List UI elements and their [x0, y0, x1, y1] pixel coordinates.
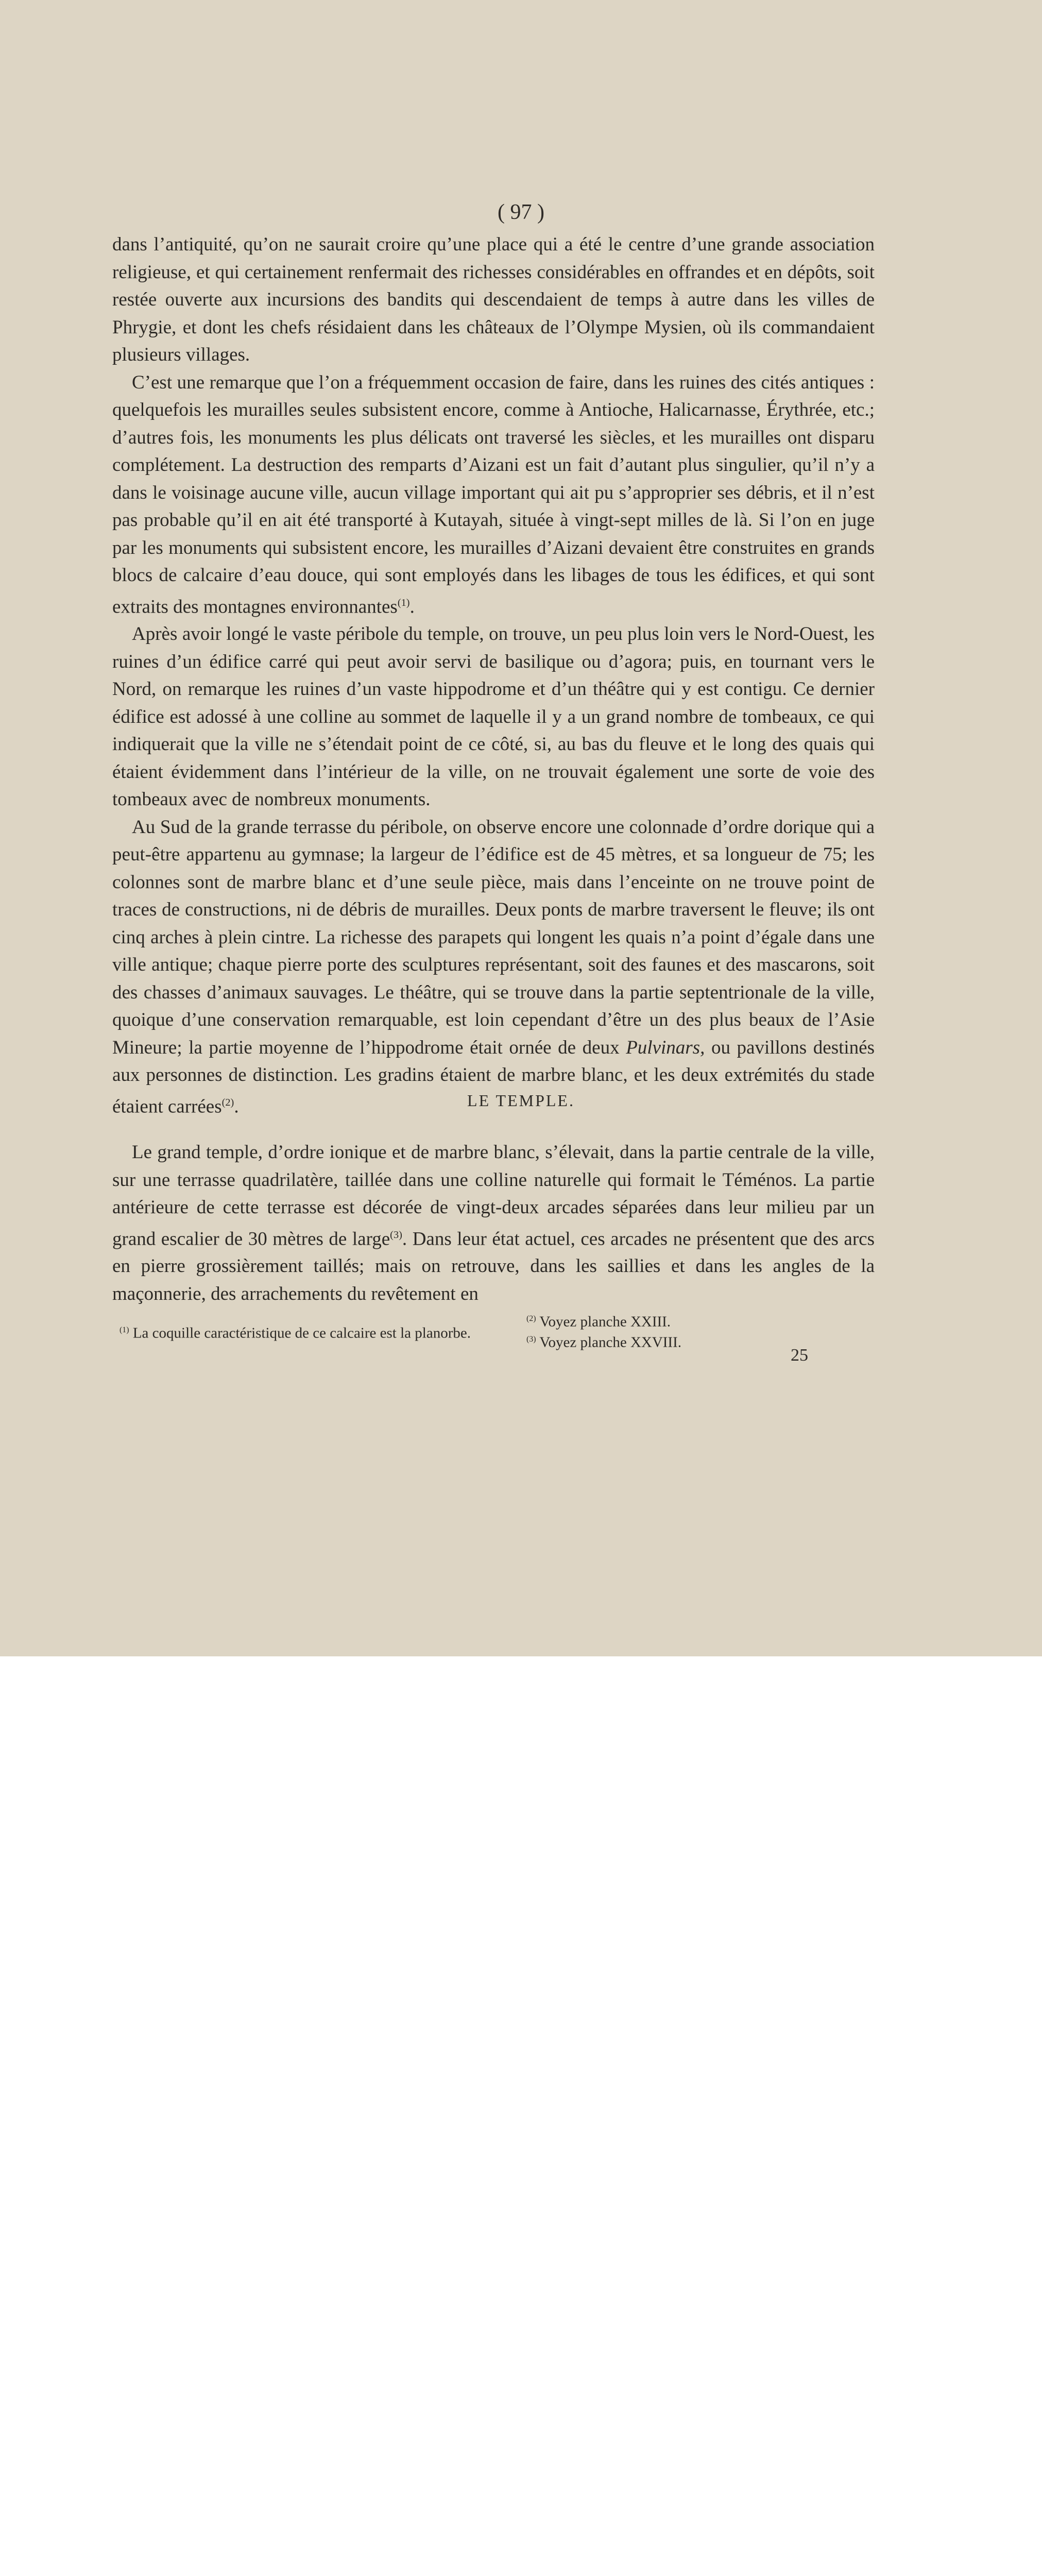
footnote-mark-3: (3)	[390, 1229, 402, 1241]
footnote-2	[526, 1309, 784, 1332]
footnote-2-mark: (2)	[526, 1314, 536, 1323]
paragraph-3-text: Après avoir longé le vaste péribole du temple, on trouve, un peu plus loin vers le Nord-Ouest, les ruines d’un édifice carré qui peut avoir servi de basilique ou d’agora; puis, en tournant vers le Nord, on remarque les ruines d’un vaste hippodrome et d’un théâtre qui y est contigu. Ce dernier édifice est adossé à une colline au sommet de laquelle il y a un grand nombre de tombeaux, ce qui indiquerait que la ville ne s’étendait point de ce côté, si, au bas du fleuve et le long des quais qui étaient évidemment dans l’intérieur de la ville, on ne trouvait également une sorte de voie des tombeaux avec de nombreux monuments.	[112, 623, 875, 810]
temple-text-b: . Dans leur état actuel, ces arcades ne présentent que des arcs en pierre grossièrement taillés; mais on retrouve, dans les saillies et dans les angles de la maçonnerie, des arrachements du revêtement en	[112, 1228, 875, 1304]
footnote-3-mark: (3)	[526, 1335, 536, 1344]
footnote-mark-1: (1)	[397, 597, 410, 608]
footnote-1	[119, 1320, 490, 1344]
footnote-1-mark: (1)	[119, 1326, 129, 1334]
paragraph-4-tail: pavillons destinés aux personnes de distinction. Les gradins étaient de marbre blanc, et les deux extrémités du stade étaient carrées	[112, 1037, 875, 1117]
temple-paragraph	[112, 1139, 875, 1308]
paragraph-3	[112, 620, 875, 814]
footnote-2-text: Voyez planche XXIII.	[539, 1313, 671, 1330]
paragraph-4: Au Sud de la grande terrasse du péribole, on observe encore une colonnade d’ordre dorique qui a peut-être appartenu au gymnase; la largeur de l’édifice est de 45 mètres, et sa longueur de 75; les colonnes sont de marbre blanc et d’une seule pièce, mais dans l’enceinte on ne trouve point de traces de constructions, ni de débris de murailles. Deux ponts de marbre traversent le fleuve; ils ont cinq arches à plein cintre. La richesse des parapets qui longent les quais n’a point d’égale dans une ville antique; chaque pierre porte des sculptures représentant, soit des faunes et des mascarons, soit des chasses d’animaux sauvages. Le théâtre, qui se trouve dans la partie septentrionale de la ville, quoique d’une conservation remarquable, est loin cependant d’être un des plus beaux de l’Asie Mineure; la partie moyenne de l’hippodrome était ornée de deux Pulvinars, ou pavillons destinés aux personnes de distinction. Les gradins étaient de marbre blanc, et les deux extrémités du stade étaient carrées$^{(2)}$.	[112, 816, 875, 1117]
footnote-mark-2: (2)	[221, 1096, 234, 1108]
paragraph-2-end: .	[409, 596, 415, 617]
paragraph-1-text: dans l’antiquité, qu’on ne saurait croire qu’une place qui a été le centre d’une grande association religieuse, et qui certainement renfermait des richesses considérables en offrandes et en dépôts, soit restée ouverte aux incursions des bandits qui descendaient de temps à autre dans les villes de Phrygie, et dont les chefs résidaient dans les châteaux de l’Olympe Mysien, où ils commandaient plusieurs villages.	[112, 234, 875, 365]
temple-text-a: Le grand temple, d’ordre ionique et de marbre blanc, s’élevait, dans la partie centrale de la ville, sur une terrasse quadrilatère, taillée dans une colline naturelle qui formait le Téménos. La partie antérieure de cette terrasse est décorée de vingt-deux arcades séparées dans leur milieu par un grand escalier de 30 mètres de large	[112, 1142, 875, 1249]
paragraph-2	[112, 369, 875, 621]
footnote-3	[526, 1329, 784, 1353]
signature-mark: 25	[791, 1346, 808, 1365]
footnote-1-text: La coquille caractéristique de ce calcaire est la planorbe.	[132, 1325, 471, 1342]
section-heading: LE TEMPLE.	[467, 1091, 575, 1110]
body-text	[112, 231, 875, 1121]
footnote-3-text: Voyez planche XXVIII.	[539, 1334, 681, 1351]
paragraph-2-text: C’est une remarque que l’on a fréquemment occasion de faire, dans les ruines des cités antiques : quelquefois les murailles seules subsistent encore, comme à Antioche, Halicarnasse, Érythrée, etc.; d’autres fois, les monuments les plus délicats ont traversé les siècles, et les murailles ont disparu complétement. La destruction des remparts d’Aizani est un fait d’autant plus singulier, qu’il n’y a dans le voisinage aucune ville, aucun village important qui ait pu s’approprier ses débris, et il n’est pas probable qu’il en ait été transporté à Kutayah, située à vingt-sept milles de là. Si l’on en juge par les monuments qui subsistent encore, les murailles d’Aizani devaient être construites en grands blocs de calcaire d’eau douce, qui sont employés dans les libages de tous les édifices, et qui sont extraits des montagnes environnantes	[112, 371, 875, 617]
footer-bar	[0, 1656, 1042, 1722]
page-number: ( 97 )	[498, 200, 544, 224]
italic-term: Pulvinars,	[626, 1037, 705, 1058]
paragraph-4-text: Au Sud de la grande terrasse du péribole, on observe encore une colonnade d’ordre dorique qui a peut-être appartenu au gymnase; la largeur de l’édifice est de 45 mètres, et sa longueur de 75; les colonnes sont de marbre blanc et d’une seule pièce, mais dans l’enceinte on ne trouve point de traces de constructions, ni de débris de murailles. Deux ponts de marbre traversent le fleuve; ils ont cinq arches à plein cintre. La richesse des parapets qui longent les quais n’a point d’égale dans une ville antique; chaque pierre porte des sculptures représentant, soit des faunes et des mascarons, soit des chasses d’animaux sauvages. Le théâtre, qui se trouve dans la partie septentrionale de la ville, quoique d’une conservation remarquable, est loin cependant d’être un des plus beaux de l’Asie Mineure; la partie moyenne de l’hippodrome était ornée de deux	[112, 816, 875, 1058]
paragraph-4-end: .	[234, 1096, 239, 1117]
paragraph-1	[112, 231, 875, 369]
